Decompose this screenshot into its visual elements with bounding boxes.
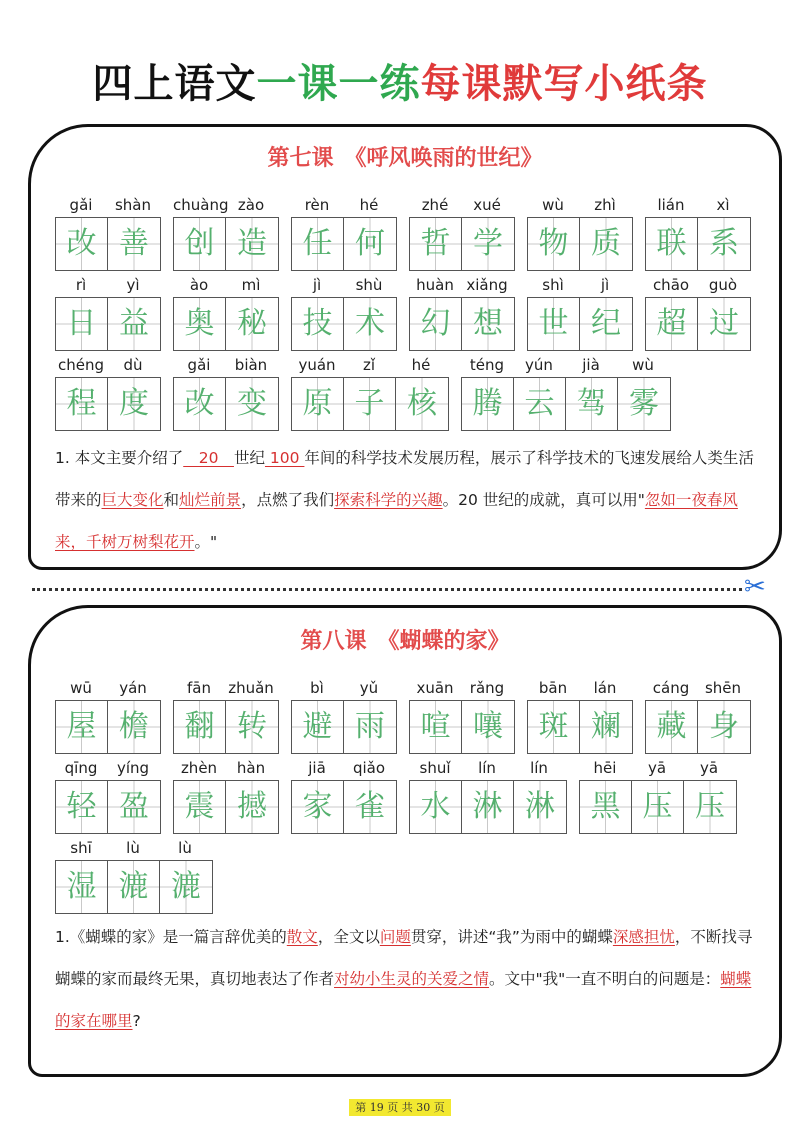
pinyin: chāo bbox=[652, 276, 690, 294]
question-text: 世纪 bbox=[233, 449, 265, 467]
question-text: ，全文以 bbox=[317, 928, 380, 946]
pinyin: lín bbox=[530, 759, 548, 777]
tianzige-box bbox=[226, 378, 278, 430]
lesson-8-word-grid bbox=[55, 676, 759, 916]
pinyin: hàn bbox=[236, 759, 266, 777]
pinyin: lán bbox=[593, 679, 617, 697]
lesson-7-paragraph bbox=[55, 437, 759, 563]
answer-text: 100 bbox=[264, 449, 305, 467]
pinyin: yì bbox=[126, 276, 140, 294]
hanzi-character: 哲 bbox=[420, 226, 451, 261]
tianzige-box bbox=[462, 218, 514, 270]
pinyin: zhé bbox=[421, 196, 449, 214]
pinyin: lù bbox=[178, 839, 192, 857]
question-text: 贯穿，讲述“我”为雨中的蝴蝶 bbox=[410, 928, 613, 946]
pinyin: shù bbox=[355, 276, 383, 294]
word-row bbox=[55, 353, 759, 433]
hanzi-character: 造 bbox=[237, 226, 267, 261]
hanzi-character: 想 bbox=[473, 306, 503, 341]
hanzi-character: 轻 bbox=[66, 789, 97, 824]
tianzige-box bbox=[56, 781, 108, 833]
pinyin: xì bbox=[716, 196, 730, 214]
tianzige-box bbox=[292, 218, 344, 270]
word-item bbox=[291, 756, 397, 836]
hanzi-character: 物 bbox=[538, 226, 569, 261]
word-item bbox=[291, 193, 397, 273]
pinyin: qīng bbox=[64, 759, 98, 777]
hanzi-character: 湿 bbox=[66, 869, 97, 904]
answer-text: 探索科学的兴趣 bbox=[334, 491, 443, 509]
title-part-1: 四上语文 bbox=[92, 61, 257, 107]
tianzige-box bbox=[292, 378, 344, 430]
pinyin: yǔ bbox=[359, 679, 379, 697]
page-number: 第 19 页 共 30 页 bbox=[349, 1099, 450, 1116]
hanzi-character: 核 bbox=[407, 386, 437, 421]
pinyin: chuàng bbox=[173, 196, 229, 214]
hanzi-character: 淋 bbox=[472, 789, 503, 824]
pinyin: hēi bbox=[593, 759, 617, 777]
pinyin: wū bbox=[70, 679, 92, 697]
hanzi-character: 身 bbox=[709, 709, 739, 744]
question-text: 年间的科学技术发展历程，展示了科学技术的飞速发展给人类生活带来的 bbox=[55, 449, 754, 509]
hanzi-character: 超 bbox=[656, 306, 687, 341]
hanzi-character: 技 bbox=[302, 306, 333, 341]
word-item bbox=[645, 676, 751, 756]
question-text: 1. 本文主要介绍了 bbox=[55, 449, 184, 467]
hanzi-character: 压 bbox=[695, 789, 725, 824]
hanzi-character: 度 bbox=[119, 386, 149, 421]
hanzi-character: 善 bbox=[119, 226, 149, 261]
hanzi-character: 嚷 bbox=[473, 709, 503, 744]
pinyin: yā bbox=[647, 759, 667, 777]
tianzige-box bbox=[698, 218, 750, 270]
word-item bbox=[55, 273, 161, 353]
scissors-icon: ✂ bbox=[744, 572, 766, 602]
hanzi-character: 子 bbox=[354, 386, 385, 421]
pinyin: lù bbox=[126, 839, 140, 857]
tianzige-box bbox=[108, 298, 160, 350]
hanzi-character: 家 bbox=[302, 789, 333, 824]
answer-text: 对幼小生灵的关爱之情 bbox=[334, 970, 490, 988]
tianzige-box bbox=[292, 781, 344, 833]
word-item bbox=[291, 353, 449, 433]
lesson-8-paragraph bbox=[55, 916, 759, 1042]
tianzige-box bbox=[108, 701, 160, 753]
hanzi-character: 云 bbox=[524, 386, 555, 421]
answer-text: 蝴蝶的家在哪里 bbox=[55, 970, 752, 1030]
question-text: 。" bbox=[194, 533, 218, 551]
answer-text: 散文 bbox=[286, 928, 318, 946]
pinyin: lián bbox=[657, 196, 685, 214]
tianzige-box bbox=[56, 378, 108, 430]
hanzi-character: 淋 bbox=[525, 789, 555, 824]
tianzige-box bbox=[56, 218, 108, 270]
word-item bbox=[173, 193, 279, 273]
word-item bbox=[527, 273, 633, 353]
pinyin: xiǎng bbox=[466, 276, 508, 294]
pinyin: yún bbox=[525, 356, 553, 374]
hanzi-character: 檐 bbox=[119, 709, 149, 744]
pinyin: shì bbox=[542, 276, 564, 294]
hanzi-character: 雨 bbox=[355, 709, 385, 744]
tianzige-box bbox=[580, 298, 632, 350]
question-text: 。20 世纪的成就，真可以用" bbox=[442, 491, 645, 509]
pinyin: chéng bbox=[57, 356, 104, 374]
tianzige-box bbox=[108, 378, 160, 430]
hanzi-character: 斓 bbox=[591, 709, 621, 744]
pinyin: rèn bbox=[304, 196, 330, 214]
hanzi-character: 术 bbox=[355, 306, 385, 341]
pinyin: jì bbox=[312, 276, 322, 294]
hanzi-character: 改 bbox=[66, 226, 97, 261]
pinyin: dù bbox=[123, 356, 143, 374]
question-text: 。文中"我"一直不明白的问题是： bbox=[489, 970, 721, 988]
tianzige-box bbox=[226, 701, 278, 753]
hanzi-character: 改 bbox=[184, 386, 215, 421]
pinyin: bì bbox=[310, 679, 324, 697]
answer-text: 20 bbox=[183, 449, 234, 467]
word-item bbox=[55, 353, 161, 433]
hanzi-character: 幻 bbox=[420, 306, 451, 341]
pinyin: shuǐ bbox=[419, 759, 451, 777]
hanzi-character: 水 bbox=[420, 789, 451, 824]
word-item bbox=[173, 756, 279, 836]
word-item bbox=[55, 676, 161, 756]
word-item bbox=[55, 193, 161, 273]
tianzige-box bbox=[174, 298, 226, 350]
hanzi-character: 任 bbox=[302, 226, 333, 261]
tianzige-box bbox=[56, 298, 108, 350]
tianzige-box bbox=[226, 218, 278, 270]
lesson-7-card bbox=[28, 124, 782, 570]
tianzige-box bbox=[580, 701, 632, 753]
hanzi-character: 漉 bbox=[171, 869, 201, 904]
hanzi-character: 联 bbox=[656, 226, 687, 261]
hanzi-character: 黑 bbox=[590, 789, 621, 824]
tianzige-box bbox=[698, 298, 750, 350]
pinyin: téng bbox=[469, 356, 505, 374]
pinyin: gǎi bbox=[187, 356, 211, 374]
tianzige-box bbox=[344, 218, 396, 270]
hanzi-character: 质 bbox=[591, 226, 621, 261]
pinyin: zhèn bbox=[180, 759, 218, 777]
pinyin: yíng bbox=[116, 759, 150, 777]
tianzige-box bbox=[514, 378, 566, 430]
tianzige-box bbox=[618, 378, 670, 430]
lesson-7-title: 第七课 《呼风唤雨的世纪》 bbox=[267, 146, 543, 171]
question-text: ，不断找寻蝴蝶的家而最终无果，真切地表达了作者 bbox=[55, 928, 753, 988]
hanzi-character: 屋 bbox=[66, 709, 97, 744]
pinyin: lín bbox=[478, 759, 496, 777]
hanzi-character: 腾 bbox=[472, 386, 503, 421]
tianzige-box bbox=[462, 378, 514, 430]
tianzige-box bbox=[226, 298, 278, 350]
pinyin: shēn bbox=[704, 679, 742, 697]
tianzige-box bbox=[580, 218, 632, 270]
answer-text: 问题 bbox=[379, 928, 411, 946]
tianzige-box bbox=[566, 378, 618, 430]
hanzi-character: 避 bbox=[302, 709, 333, 744]
pinyin: wù bbox=[542, 196, 564, 214]
hanzi-character: 驾 bbox=[576, 386, 607, 421]
pinyin: xué bbox=[473, 196, 501, 214]
pinyin: zhuǎn bbox=[228, 679, 274, 697]
pinyin: huàn bbox=[416, 276, 454, 294]
tianzige-box bbox=[292, 701, 344, 753]
tianzige-box bbox=[646, 218, 698, 270]
word-row bbox=[55, 273, 759, 353]
hanzi-character: 系 bbox=[709, 226, 739, 261]
pinyin: yuán bbox=[298, 356, 336, 374]
word-item bbox=[291, 676, 397, 756]
tianzige-box bbox=[580, 781, 632, 833]
cut-line bbox=[32, 588, 742, 591]
tianzige-box bbox=[108, 861, 160, 913]
tianzige-box bbox=[646, 701, 698, 753]
tianzige-box bbox=[344, 701, 396, 753]
tianzige-box bbox=[684, 781, 736, 833]
tianzige-box bbox=[514, 781, 566, 833]
word-item bbox=[173, 676, 279, 756]
pinyin: ào bbox=[189, 276, 209, 294]
pinyin: shàn bbox=[114, 196, 152, 214]
pinyin: gǎi bbox=[69, 196, 93, 214]
question-text: 和 bbox=[163, 491, 180, 509]
hanzi-character: 变 bbox=[237, 386, 267, 421]
tianzige-box bbox=[174, 378, 226, 430]
hanzi-character: 过 bbox=[709, 306, 739, 341]
hanzi-character: 纪 bbox=[591, 306, 621, 341]
hanzi-character: 藏 bbox=[656, 709, 687, 744]
tianzige-box bbox=[462, 298, 514, 350]
pinyin: jiā bbox=[308, 759, 326, 777]
word-item bbox=[645, 273, 751, 353]
tianzige-box bbox=[528, 218, 580, 270]
pinyin: cáng bbox=[652, 679, 690, 697]
word-item bbox=[527, 676, 633, 756]
word-item bbox=[409, 676, 515, 756]
lesson-8-card bbox=[28, 605, 782, 1077]
page-title bbox=[0, 52, 800, 109]
hanzi-character: 转 bbox=[237, 709, 267, 744]
hanzi-character: 益 bbox=[119, 306, 149, 341]
tianzige-box bbox=[528, 701, 580, 753]
pinyin: mì bbox=[241, 276, 261, 294]
hanzi-character: 日 bbox=[66, 306, 97, 341]
tianzige-box bbox=[462, 701, 514, 753]
pinyin: xuān bbox=[416, 679, 454, 697]
hanzi-character: 漉 bbox=[118, 869, 149, 904]
tianzige-box bbox=[56, 861, 108, 913]
hanzi-character: 世 bbox=[538, 306, 569, 341]
tianzige-box bbox=[646, 298, 698, 350]
tianzige-box bbox=[56, 701, 108, 753]
word-item bbox=[55, 836, 213, 916]
tianzige-box bbox=[344, 781, 396, 833]
pinyin: zhì bbox=[594, 196, 616, 214]
tianzige-box bbox=[698, 701, 750, 753]
pinyin: shī bbox=[70, 839, 92, 857]
word-item bbox=[409, 193, 515, 273]
tianzige-box bbox=[174, 781, 226, 833]
word-row bbox=[55, 193, 759, 273]
answer-text: 灿烂前景 bbox=[179, 491, 242, 509]
tianzige-box bbox=[632, 781, 684, 833]
question-text: 1.《蝴蝶的家》是一篇言辞优美的 bbox=[55, 928, 287, 946]
pinyin: jià bbox=[582, 356, 600, 374]
answer-text: 深感担忧 bbox=[612, 928, 675, 946]
tianzige-box bbox=[174, 701, 226, 753]
hanzi-character: 原 bbox=[302, 386, 333, 421]
pinyin: yán bbox=[119, 679, 147, 697]
pinyin: rǎng bbox=[469, 679, 505, 697]
hanzi-character: 秘 bbox=[237, 306, 267, 341]
hanzi-character: 喧 bbox=[420, 709, 451, 744]
hanzi-character: 翻 bbox=[184, 709, 215, 744]
tianzige-box bbox=[410, 218, 462, 270]
hanzi-character: 撼 bbox=[237, 789, 267, 824]
pinyin: zǐ bbox=[362, 356, 376, 374]
word-item bbox=[579, 756, 737, 836]
pinyin: hé bbox=[359, 196, 379, 214]
pinyin: zào bbox=[237, 196, 265, 214]
pinyin: rì bbox=[75, 276, 87, 294]
title-part-2: 一课一练 bbox=[256, 61, 421, 107]
word-item bbox=[461, 353, 671, 433]
hanzi-character: 斑 bbox=[538, 709, 569, 744]
tianzige-box bbox=[462, 781, 514, 833]
word-row bbox=[55, 756, 759, 836]
question-text: ? bbox=[132, 1012, 141, 1030]
word-item bbox=[291, 273, 397, 353]
word-item bbox=[409, 273, 515, 353]
answer-text: 忽如一夜春风来，千树万树梨花开 bbox=[55, 491, 738, 551]
page-footer bbox=[0, 1096, 800, 1115]
pinyin: yā bbox=[699, 759, 719, 777]
tianzige-box bbox=[174, 218, 226, 270]
word-item bbox=[409, 756, 567, 836]
hanzi-character: 程 bbox=[66, 386, 97, 421]
hanzi-character: 压 bbox=[642, 789, 673, 824]
tianzige-box bbox=[410, 701, 462, 753]
tianzige-box bbox=[344, 298, 396, 350]
hanzi-character: 盈 bbox=[119, 789, 149, 824]
pinyin: hé bbox=[411, 356, 431, 374]
word-item bbox=[173, 353, 279, 433]
hanzi-character: 雀 bbox=[355, 789, 385, 824]
pinyin: fān bbox=[187, 679, 211, 697]
pinyin: wù bbox=[632, 356, 654, 374]
tianzige-box bbox=[226, 781, 278, 833]
tianzige-box bbox=[410, 781, 462, 833]
word-item bbox=[173, 273, 279, 353]
pinyin: jì bbox=[600, 276, 610, 294]
pinyin: bān bbox=[538, 679, 568, 697]
lesson-8-title: 第八课 《蝴蝶的家》 bbox=[300, 629, 510, 654]
word-item bbox=[527, 193, 633, 273]
tianzige-box bbox=[160, 861, 212, 913]
answer-text: 巨大变化 bbox=[101, 491, 164, 509]
hanzi-character: 何 bbox=[355, 226, 385, 261]
tianzige-box bbox=[396, 378, 448, 430]
word-item bbox=[55, 756, 161, 836]
pinyin: guò bbox=[708, 276, 738, 294]
tianzige-box bbox=[108, 781, 160, 833]
hanzi-character: 雾 bbox=[629, 386, 659, 421]
tianzige-box bbox=[410, 298, 462, 350]
word-row bbox=[55, 836, 759, 916]
tianzige-box bbox=[108, 218, 160, 270]
pinyin: qiǎo bbox=[352, 759, 386, 777]
word-row bbox=[55, 676, 759, 756]
tianzige-box bbox=[528, 298, 580, 350]
hanzi-character: 奥 bbox=[184, 306, 215, 341]
title-part-3: 每课默写小纸条 bbox=[420, 61, 708, 107]
hanzi-character: 创 bbox=[184, 226, 215, 261]
word-item bbox=[645, 193, 751, 273]
lesson-7-word-grid bbox=[55, 193, 759, 433]
pinyin: biàn bbox=[234, 356, 268, 374]
tianzige-box bbox=[344, 378, 396, 430]
hanzi-character: 学 bbox=[473, 226, 503, 261]
tianzige-box bbox=[292, 298, 344, 350]
question-text: ，点燃了我们 bbox=[241, 491, 335, 509]
hanzi-character: 震 bbox=[184, 789, 215, 824]
